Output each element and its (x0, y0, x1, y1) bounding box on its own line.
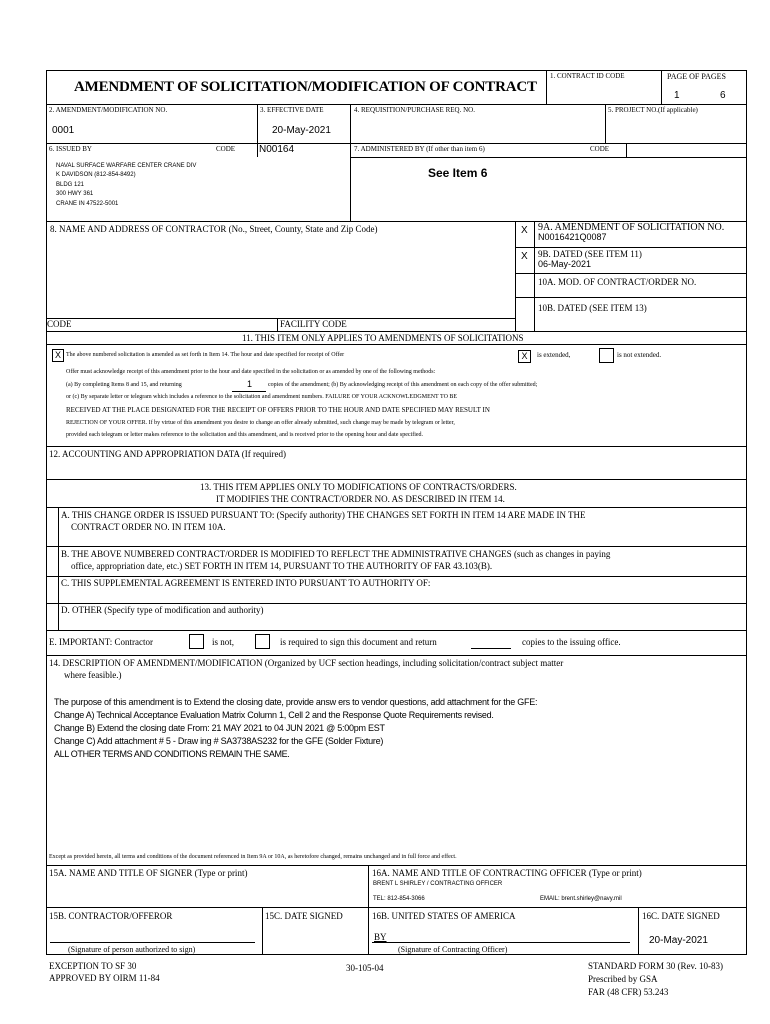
project-no-label: 5. PROJECT NO.(If applicable) (608, 106, 698, 114)
issuer-address-line: BLDG 121 (56, 182, 85, 188)
issuer-address-line: 300 HWY 361 (56, 191, 94, 197)
item15b-label: 15B. CONTRACTOR/OFFEROR (49, 911, 173, 921)
divider (46, 104, 747, 105)
terms-note: Except as provided herein, all terms and conditions of the document referenced in Item 9A or 10A, as heretofore changed, remains unchanged and in full force and effect. (49, 854, 457, 860)
divider (46, 865, 747, 866)
facility-code-label: FACILITY CODE (280, 319, 347, 329)
divider (368, 865, 369, 954)
divider (46, 546, 747, 547)
divider (515, 247, 747, 248)
divider (46, 344, 747, 345)
admin-code-label: CODE (590, 145, 610, 153)
item11-instructions: or (c) By separate letter or telegram which includes a reference to the solicitation and amendment numbers. FAILURE OF YOUR ACKNOWLEDGMENT TO BE (66, 394, 458, 400)
divider (46, 954, 747, 955)
divider (46, 479, 747, 480)
page-count: 6 (720, 90, 726, 101)
copies-count: 1 (247, 379, 253, 389)
item9b-value: 06-May-2021 (538, 259, 592, 269)
item15c-label: 15C. DATE SIGNED (265, 911, 343, 921)
divider (46, 630, 747, 631)
issuer-code-label: CODE (216, 145, 236, 153)
divider (605, 104, 606, 143)
effective-date-label: 3. EFFECTIVE DATE (260, 106, 324, 114)
item13-subheading: IT MODIFIES THE CONTRACT/ORDER NO. AS DESCRIBED IN ITEM 14. (216, 494, 505, 504)
is-required-label: is required to sign this document and return (280, 637, 437, 647)
item11-instructions: Offer must acknowledge receipt of this amendment prior to the hour and date specified in the solicitation or as amended by one of the following methods: (66, 369, 436, 375)
item9a-value: N0016421Q0087 (538, 232, 607, 242)
divider (546, 70, 547, 104)
item10a-label: 10A. MOD. OF CONTRACT/ORDER NO. (538, 277, 697, 287)
item16c-label: 16C. DATE SIGNED (642, 911, 720, 921)
contractor-code-label: CODE (47, 319, 72, 329)
divider (277, 318, 278, 331)
footer-exception: EXCEPTION TO SF 30 (49, 961, 137, 971)
footer-far: FAR (48 CFR) 53.243 (588, 987, 669, 997)
extended-label: is extended, (537, 351, 571, 359)
item14-label: where feasible.) (64, 670, 122, 680)
not-extended-label: is not extended. (617, 351, 662, 359)
divider (46, 446, 747, 447)
form-border-right (746, 70, 747, 954)
officer-tel: TEL: 812-854-3066 (373, 896, 425, 902)
by-label: BY (374, 932, 387, 942)
effective-date-value: 20-May-2021 (272, 125, 331, 136)
is-not-label: is not, (212, 637, 235, 647)
item11-heading: 11. THIS ITEM ONLY APPLIES TO AMENDMENTS OF SOLICITATIONS (242, 333, 524, 343)
contractor-required-checkbox[interactable] (255, 634, 270, 649)
amendment-no-label: 2. AMENDMENT/MODIFICATION NO. (49, 106, 168, 114)
footer-form-code: 30-105-04 (346, 963, 384, 973)
divider (46, 655, 747, 656)
divider (534, 221, 535, 331)
item14-label: 14. DESCRIPTION OF AMENDMENT/MODIFICATION (Organized by UCF section headings, including solicitation/contract subject matter (49, 658, 564, 668)
item15a-label: 15A. NAME AND TITLE OF SIGNER (Type or print) (49, 868, 248, 878)
description-line: ALL OTHER TERMS AND CONDITIONS REMAIN THE SAME. (54, 749, 290, 759)
contractor-signature-line[interactable] (50, 942, 255, 943)
divider (515, 297, 747, 298)
officer-signature-line[interactable] (372, 942, 630, 943)
page-of-pages-label: PAGE OF PAGES (667, 72, 726, 81)
officer-email: EMAIL: brent.shirley@navy.mil (540, 896, 622, 902)
description-line: Change A) Technical Acceptance Evaluation Matrix Column 1, Cell 2 and the Response Quote Requirements revised. (54, 710, 494, 720)
form-title: AMENDMENT OF SOLICITATION/MODIFICATION OF CONTRACT (74, 79, 537, 95)
footer-approved: APPROVED BY OIRM 11-84 (49, 973, 160, 983)
item13-c: C. THIS SUPPLEMENTAL AGREEMENT IS ENTERED INTO PURSUANT TO AUTHORITY OF: (61, 578, 431, 588)
description-line: Change C) Add attachment # 5 - Draw ing # SA3738AS232 for the GFE (Solder Fixture) (54, 736, 384, 746)
divider (515, 273, 747, 274)
item13-heading: 13. THIS ITEM APPLIES ONLY TO MODIFICATIONS OF CONTRACTS/ORDERS. (200, 482, 517, 492)
copies-blank (471, 648, 511, 649)
description-line: The purpose of this amendment is to Extend the closing date, provide answ ers to vendor questions, add attachment for the GFE: (54, 697, 538, 707)
item11-instructions: (a) By completing Items 8 and 15, and returning (66, 382, 182, 388)
divider (661, 70, 662, 104)
divider (350, 104, 351, 221)
requisition-label: 4. REQUISITION/PURCHASE REQ. NO. (354, 106, 475, 114)
divider (46, 143, 747, 144)
page-number: 1 (674, 90, 680, 101)
footer-standard-form: STANDARD FORM 30 (Rev. 10-83) (588, 961, 723, 971)
item13-a: CONTRACT ORDER NO. IN ITEM 10A. (71, 522, 226, 532)
item11-checkbox[interactable]: X (52, 349, 64, 362)
divider (58, 507, 59, 630)
footer-prescribed: Prescribed by GSA (588, 974, 658, 984)
item12-label: 12. ACCOUNTING AND APPROPRIATION DATA (If required) (49, 449, 287, 459)
item11-instructions: copies of the amendment; (b) By acknowledging receipt of this amendment on each copy of the offer submitted; (268, 382, 538, 388)
see-item-6: See Item 6 (428, 166, 488, 180)
divider (257, 104, 258, 143)
item11-text: The above numbered solicitation is amended as set forth in Item 14. The hour and date specified for receipt of Offer (66, 352, 345, 358)
administered-by-label: 7. ADMINISTERED BY (If other than item 6) (354, 145, 485, 153)
item11-instructions: REJECTION OF YOUR OFFER. If by virtue of this amendment you desire to change an offer already submitted, such change may be made by telegram or letter, (66, 420, 455, 426)
form-border-top (46, 70, 747, 71)
divider (515, 221, 516, 331)
item9a-label: 9A. AMENDMENT OF SOLICITATION NO. (538, 222, 725, 233)
divider (46, 576, 747, 577)
item9a-mark: X (521, 225, 528, 236)
officer-signature-caption: (Signature of Contracting Officer) (398, 945, 508, 954)
divider (46, 331, 747, 332)
contractor-label: 8. NAME AND ADDRESS OF CONTRACTOR (No., Street, County, State and Zip Code) (50, 224, 378, 234)
divider (46, 507, 747, 508)
item10b-label: 10B. DATED (SEE ITEM 13) (538, 303, 647, 313)
divider (626, 143, 627, 157)
contract-id-label: 1. CONTRACT ID CODE (550, 72, 625, 80)
item13-d: D. OTHER (Specify type of modification and authority) (61, 605, 264, 615)
divider (46, 603, 747, 604)
item11-instructions: provided each telegram or letter makes reference to the solicitation and this amendment, and is received prior to the opening hour and date specified. (66, 432, 424, 438)
issuer-code-value: N00164 (259, 144, 295, 155)
description-line: Change B) Extend the closing date From: 21 MAY 2021 to 04 JUN 2021 @ 5:00pm EST (54, 723, 385, 733)
officer-name: BRENT L SHIRLEY / CONTRACTING OFFICER (373, 881, 503, 887)
divider (46, 907, 747, 908)
contractor-signature-caption: (Signature of person authorized to sign) (68, 945, 196, 954)
item16b-label: 16B. UNITED STATES OF AMERICA (372, 911, 516, 921)
officer-date-signed: 20-May-2021 (649, 935, 708, 946)
divider (262, 907, 263, 954)
item13-b: office, appropriation date, etc.) SET FORTH IN ITEM 14, PURSUANT TO THE AUTHORITY OF FAR 43.103(B). (71, 561, 493, 571)
issuer-address-line: NAVAL SURFACE WARFARE CENTER CRANE DIV (56, 163, 197, 169)
divider (257, 143, 258, 157)
copies-underline (232, 391, 266, 392)
item16a-label: 16A. NAME AND TITLE OF CONTRACTING OFFICER (Type or print) (372, 868, 642, 878)
important-label: E. IMPORTANT: Contractor (49, 637, 154, 647)
item9b-label: 9B. DATED (SEE ITEM 11) (538, 249, 642, 259)
contractor-is-not-checkbox[interactable] (189, 634, 204, 649)
issuer-address-line: K DAVIDSON (812-854-8492) (56, 172, 136, 178)
issued-by-label: 6. ISSUED BY (49, 145, 92, 153)
item11-instructions: RECEIVED AT THE PLACE DESIGNATED FOR THE RECEIPT OF OFFERS PRIOR TO THE HOUR AND DATE SPECIFIED MAY RESULT IN (66, 406, 490, 414)
amendment-no-value: 0001 (52, 125, 75, 136)
form-border-left (46, 70, 47, 954)
extended-checkbox[interactable]: X (518, 350, 531, 363)
not-extended-checkbox[interactable] (599, 348, 614, 363)
item13-a: A. THIS CHANGE ORDER IS ISSUED PURSUANT TO: (Specify authority) THE CHANGES SET FORTH IN ITEM 14 ARE MADE IN THE (61, 510, 586, 520)
divider (638, 907, 639, 954)
copies-label: copies to the issuing office. (522, 637, 621, 647)
item13-b: B. THE ABOVE NUMBERED CONTRACT/ORDER IS MODIFIED TO REFLECT THE ADMINISTRATIVE CHANGES (such as changes in paying (61, 549, 611, 559)
issuer-address-line: CRANE IN 47522-5001 (56, 201, 119, 207)
divider (350, 157, 747, 158)
item9b-mark: X (521, 251, 528, 262)
